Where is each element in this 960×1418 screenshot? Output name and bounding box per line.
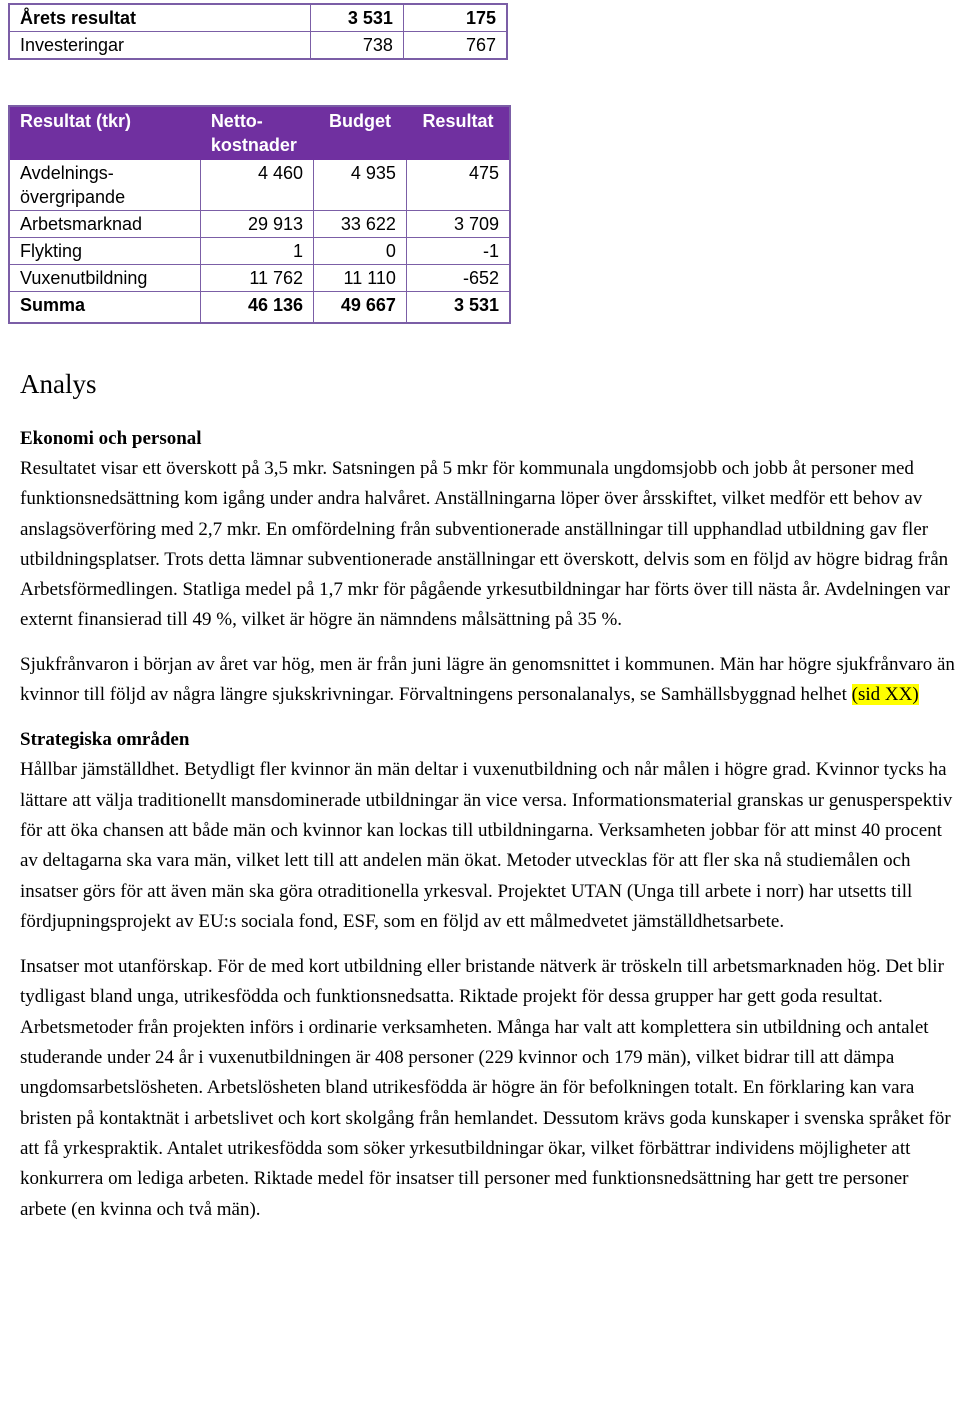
paragraph: Insatser mot utanförskap. För de med kort utbildning eller bristande nätverk är tröskeln till arbetsmarknaden hög. Det blir tydligast bland unga, utrikesfödda och funktionsnedsatta. Riktade projekt för dessa grupper har gett goda resultat. Arbetsmetoder från projekten införs i ordinarie verksamheten. Många har valt att komplettera sin utbildning och antalet studerande under 24 år i vuxenutbildningen är 408 personer (229 kvinnor och 179 män), vilket bidrar till att dämpa ungdomsarbetslösheten. Arbetslösheten bland utrikesfödda är högre än för befolkningen totalt. En förklaring kan vara bristen på kontaktnät i arbetslivet och kort skolgång från hemlandet. Dessutom krävs goda kunskaper i svenska språket för att få yrkespraktik. Antalet utrikesfödda som söker yrkesutbildningar ökar, vilket förbättrar individens möjligheter att konkurrera om lediga arbeten. Riktade medel för insatser till personer med funktionsnedsättning har gett tre personer arbete (en kvinna och två män). xyxy=(20,956,951,1220)
cell-value: 4 935 xyxy=(314,160,407,211)
paragraph xyxy=(20,650,955,711)
cell-value: 11 110 xyxy=(314,265,407,292)
cell-value: 767 xyxy=(403,32,507,60)
table-row xyxy=(9,265,510,292)
cell-value: 1 xyxy=(200,238,313,265)
subheading: Strategiska områden xyxy=(20,729,190,751)
analysis-section xyxy=(20,366,955,1225)
table-row xyxy=(9,4,507,32)
cell-value: 0 xyxy=(314,238,407,265)
cell-value: 3 531 xyxy=(406,292,510,324)
table-row xyxy=(9,32,507,60)
cell-value: -1 xyxy=(406,238,510,265)
table-header-row xyxy=(9,106,510,160)
summary-table xyxy=(8,3,508,60)
paragraph-text: Sjukfrånvaron i början av året var hög, men är från juni lägre än genomsnittet i kommunen. Män har högre sjukfrånvaro än kvinnor till följd av några längre sjukskrivningar. Förvaltningens personalanalys, se Samhällsbyggnad helhet xyxy=(20,653,955,706)
row-label: Investeringar xyxy=(9,32,311,60)
cell-value: 175 xyxy=(403,4,507,32)
cell-value: 11 762 xyxy=(200,265,313,292)
cell-value: 3 709 xyxy=(406,211,510,238)
cell-value: 3 531 xyxy=(311,4,404,32)
cell-value: 49 667 xyxy=(314,292,407,324)
row-label: Summa xyxy=(9,292,200,324)
header-cell: Netto- kostnader xyxy=(200,106,313,160)
cell-value: 4 460 xyxy=(200,160,313,211)
cell-value: 46 136 xyxy=(200,292,313,324)
header-cell: Budget xyxy=(314,106,407,160)
cell-value: 33 622 xyxy=(314,211,407,238)
cell-value: 738 xyxy=(311,32,404,60)
header-cell: Resultat (tkr) xyxy=(9,106,200,160)
row-label: Flykting xyxy=(9,238,200,265)
row-label: Avdelnings- övergripande xyxy=(9,160,200,211)
table-row xyxy=(9,238,510,265)
cell-value: 29 913 xyxy=(200,211,313,238)
paragraph: Hållbar jämställdhet. Betydligt fler kvinnor än män deltar i vuxenutbildning och når målen i högre grad. Kvinnor tycks ha lättare att välja traditionellt mansdominerade utbildningar än vice versa. Informationsmaterial granskas ur genusperspektiv för att öka chansen att både män och kvinnor kan lockas till utbildningarna. Verksamheten jobbar för att minst 40 procent av deltagarna ska vara män, vilket lett till att andelen män ökat. Metoder utvecklas för att fler ska nå studiemålen och insatser görs för att även män ska göra otraditionella yrkesval. Projektet UTAN (Unga till arbete i norr) har utsetts till fördjupningsprojekt av EU:s sociala fond, ESF, som en följd av ett målmedvetet jämställdhetsarbete. xyxy=(20,759,953,932)
table-sum-row xyxy=(9,292,510,324)
result-table xyxy=(8,105,511,324)
cell-value: -652 xyxy=(406,265,510,292)
table-row xyxy=(9,211,510,238)
section-heading: Analys xyxy=(20,369,97,399)
header-cell: Resultat xyxy=(406,106,510,160)
row-label: Årets resultat xyxy=(9,4,311,32)
highlighted-reference: (sid XX) xyxy=(851,684,919,706)
row-label: Arbetsmarknad xyxy=(9,211,200,238)
table-row xyxy=(9,160,510,211)
cell-value: 475 xyxy=(406,160,510,211)
row-label: Vuxenutbildning xyxy=(9,265,200,292)
paragraph: Resultatet visar ett överskott på 3,5 mkr. Satsningen på 5 mkr för kommunala ungdomsjobb och jobb åt personer med funktionsnedsättning kom igång under andra halvåret. Anställningarna löper över årsskiftet, vilket medför ett behov av anslagsöverföring med 2,7 mkr. En omfördelning från subventionerade anställningar till upphandlad utbildning gav fler utbildningsplatser. Trots detta lämnar subventionerade anställningar ett överskott, delvis som en följd av högre bidrag från Arbetsförmedlingen. Statliga medel på 1,7 mkr för pågående yrkesutbildningar har förts över till nästa år. Avdelningen var externt finansierad till 49 %, vilket är högre än nämndens målsättning på 35 %. xyxy=(20,458,950,631)
subheading: Ekonomi och personal xyxy=(20,428,202,449)
